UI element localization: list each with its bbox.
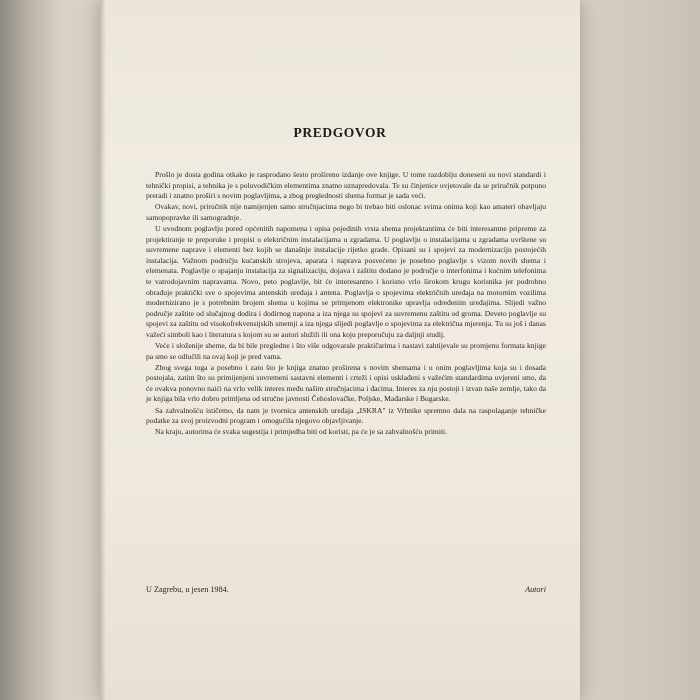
paragraph-4: Veće i složenije sheme, da bi bile pregledne i što više odgovarale praktičarima i nastavi zahtijevale su promjenu formata knjige pa smo se odlučili na ovaj koji je pred vama. bbox=[146, 341, 546, 361]
book-page bbox=[100, 0, 580, 700]
page-gutter-shadow bbox=[100, 0, 106, 700]
page-title: PREDGOVOR bbox=[293, 125, 387, 140]
paragraph-5: Zbog svega toga a posebno i zato što je knjiga znatno proširena s novim shemama i u onim poglavljima koja su i dosada postojala, zatim što su primijenjeni suvremeni sastavni elementi i crteži i opisi usklađeni s važećim standardima uvjereni smo, da će ovakva ponovno naići na vrlo velik interes među našim stručnjacima i đacima. Interes za nju postoji i izvan naše zemlje, tako da je knjiga bila vrlo dobro primljena od stručne javnosti Čehoslovačke, Poljske, Mađarske i Bugarske. bbox=[146, 362, 546, 404]
authors-signature: Autori bbox=[525, 585, 546, 594]
paragraph-6: Sa zahvalnošću ističemo, da nam je tvornica antenskih uređaja „ISKRA" iz Vrhnike spremno dala na raspolaganje tehničke podatke za svoj proizvodni program i omogućila njegovo objavljivanje. bbox=[146, 405, 546, 426]
paragraph-2: Ovakav, novi, priručnik nije namijenjen samo stručnjacima nego bi trebao biti oslonac svima onima koji kao amateri obavljaju samopopravke ili samogradnje. bbox=[146, 202, 546, 222]
paragraph-3: U uvodnom poglavlju pored općenitih napomena i opisa pojedinih vrsta shema projektantima će biti interesantne pripreme za projektiranje te preporuke i propisi u električnim instalacijama u zgradama. U poglavlju o instalacijama u zgradama uvrštene su suvremene naprave i elementi bez kojih se današnje instalacije rijetko grade. Opisani su i spojevi za modernizaciju postojećih instalacija. Važnom području kućanskih strojeva, aparata i naprava posvećeno je posebno poglavlje s vizom novih shema i elemenata. Poglavlje o spajanju instalacija za signalizaciju, dojava i zaštitu dodano je područje o interfonima i kućnim telefonima te vatrodojavnim napravama. Novo, peto poglavlje, bit će interesantno i korisno vrlo širokom krugu korisnika jer podrobno obrađuje praktički sve o spojevima antenskih uređaja i antena. Poglavlja o spojevima električnih uređaja na motornim vozilima modernizirano je s potrebnim brojem shema u kojima se primjenom elektronike upravlja određenim uređajima. Slijedi važno područje zaštite od slučajnog dodira i dodirnog napona a iza njega su spojevi za suvremenu zaštitu od groma. Deveto poglavlje su spojevi za zaštitu od visokofrekvensijskih smetnji a iza njega slijedi poglavlje o spojevima za električna mjerenja. Tu su još i danas važeći simboli kao i literatura s kojom su se autori služili ili ona koju preporučuju za daljnji studij. bbox=[146, 223, 546, 339]
place-date: U Zagrebu, u jesen 1984. bbox=[146, 585, 229, 594]
paragraph-7: Na kraju, autorima će svaka sugestija i primjedba biti od koristi, pa će je sa zahvalnošću primiti. bbox=[155, 427, 448, 437]
foreword-body bbox=[146, 170, 546, 438]
paragraph-1: Prošlo je dosta godina otkako je rasprodano šesto prošireno izdanje ove knjige. U tome razdoblju doneseni su novi standardi i tehnički propisi, a tehnika je s poluvodičkim elementima znatno uznapredovala. Te su činjenice uvjetovale da se priručnik potpuno preradi i znatno proširi s novim poglavljima, a zbog preglednosti shema format je sada veći. bbox=[146, 170, 546, 201]
background-shadow bbox=[570, 0, 700, 700]
